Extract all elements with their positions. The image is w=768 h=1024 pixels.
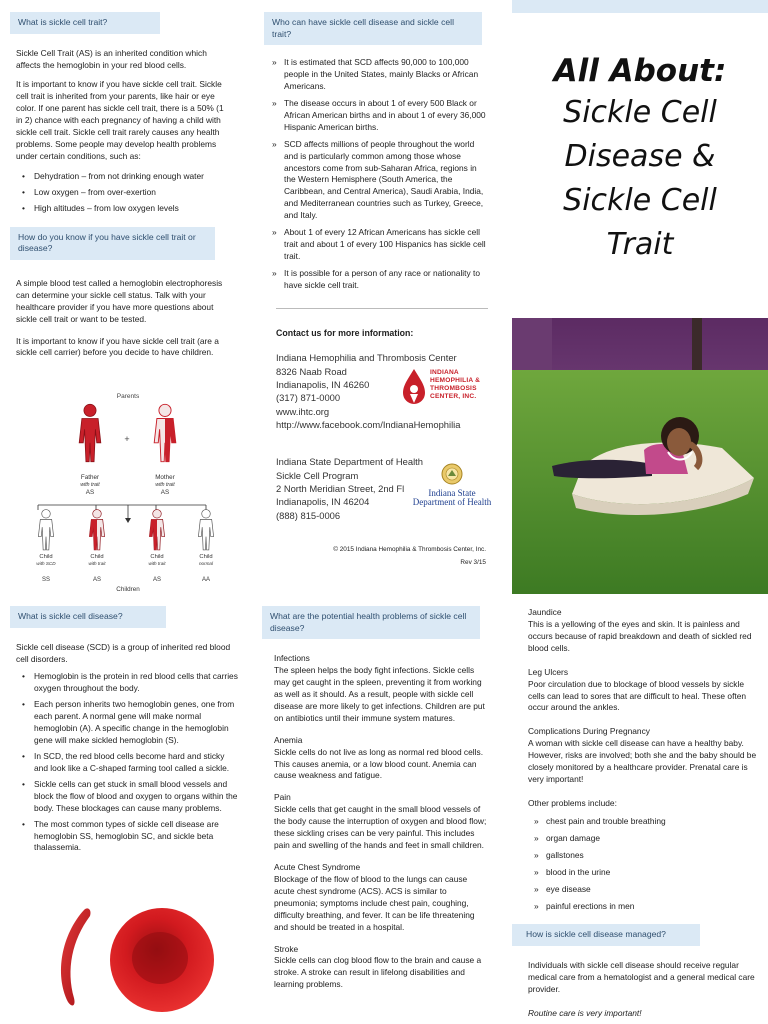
- list-item: » It is estimated that SCD affects 90,000 to 100,000 people in the United States, mainly Blacks or African Americans.: [264, 57, 488, 93]
- child-type: AS: [152, 577, 162, 583]
- problem-text: A woman with sickle cell disease can have a healthy baby. However, risks are involved; both she and the baby should be closely monitored by a healthcare provider. Prenatal care is very important!: [528, 738, 757, 785]
- problem-text: Poor circulation due to blockage of blood vessels by sickle cells can lead to sores that are difficult to heal. These often occur around the ankles.: [528, 678, 747, 713]
- child-type: AS: [92, 577, 102, 583]
- problem-text: Blockage of the flow of blood to the lungs can cause acute chest syndrome (ACS). ACS is similar to pneumonia; symptoms include chest pain, coughing, difficulty breathing, and fever. It can be life threatening and should be treated in a hospital.: [274, 873, 475, 932]
- other-problems-list: [522, 816, 762, 913]
- ihtc-logo-line: THROMBOSIS: [430, 384, 477, 392]
- section-header-problems: What are the potential health problems of sickle cell disease?: [262, 606, 480, 639]
- trait-conditions-list: [16, 171, 230, 215]
- ihtc-logo-line: INDIANA: [430, 369, 459, 377]
- child-figure-scd: [38, 510, 53, 550]
- section-header-disease: What is sickle cell disease?: [10, 606, 166, 628]
- child-figure-normal: [198, 510, 213, 550]
- ihtc-name: Indiana Hemophilia and Thrombosis Center: [276, 352, 457, 364]
- list-item: » painful erections in men: [526, 901, 762, 913]
- child-sub: with SCD: [36, 561, 56, 566]
- father-type: AS: [85, 489, 95, 496]
- know-paragraph-2: It is important to know if you have sickle cell trait (are a sickle cell carrier) before you decide to have children.: [16, 335, 219, 358]
- problem-title: Stroke: [274, 943, 299, 954]
- section-header-trait: What is sickle cell trait?: [10, 12, 160, 34]
- list-item: • Each person inherits two hemoglobin genes, one from each parent. A normal gene will make normal hemoglobin (A). A specific change in the hemoglobin gene will make sickled hemoglobin (S).: [16, 699, 240, 747]
- copyright-text: © 2015 Indiana Hemophilia & Thrombosis Center, Inc.: [333, 546, 486, 554]
- ihtc-logo-line: CENTER, INC.: [430, 392, 477, 400]
- child-sub: normal: [198, 561, 214, 566]
- panel-more-problems: [522, 607, 762, 1024]
- list-item: » SCD affects millions of people throughout the world and is particularly common among those whose ancestors come from sub-Saharan Africa, regions in the Western Hemisphere (South America, the Caribbean, and Central America), Saudi Arabia, India, and Mediterranean countries such as Turkey, Greece, and Italy.: [264, 139, 488, 222]
- list-item: • In SCD, the red blood cells become hard and sticky and look like a C-shaped farming tool called a sickle.: [16, 751, 240, 775]
- isdh-contact-block: [264, 455, 500, 527]
- problem-text: This is a yellowing of the eyes and skin. It is painless and occurs because of rapid breakdown and death of sickled red blood cells.: [528, 618, 752, 653]
- problem-item: [274, 944, 490, 992]
- ihtc-city: Indianapolis, IN 46260: [276, 378, 370, 390]
- isdh-logo-line: Department of Health: [412, 497, 492, 508]
- cover-photo: [512, 318, 768, 594]
- ihtc-drop-icon: [400, 367, 428, 407]
- panel-cover: [512, 0, 768, 596]
- mother-sub: with trait: [155, 482, 175, 488]
- isdh-logo: [404, 463, 500, 509]
- disease-list: [16, 671, 240, 854]
- problem-item: [274, 792, 490, 852]
- sickle-cell-icon: [61, 908, 90, 1005]
- ihtc-facebook-link[interactable]: http://www.facebook.com/IndianaHemophilia: [276, 418, 461, 430]
- list-item: • Low oxygen – from over-exertion: [16, 187, 230, 199]
- child-label: Child: [90, 554, 104, 560]
- disease-intro: Sickle cell disease (SCD) is a group of inherited red blood cell disorders.: [16, 641, 231, 664]
- child-figure-trait: [89, 510, 104, 550]
- plus-sign: +: [124, 434, 130, 444]
- section-header-managed: How is sickle cell disease managed?: [512, 924, 700, 946]
- list-item: » It is possible for a person of any race or nationality to have sickle cell trait.: [264, 268, 488, 292]
- problem-text: Sickle cells do not live as long as normal red blood cells. This causes anemia, or a low blood count. Anemia can cause weakness and fatigue.: [274, 746, 484, 781]
- divider: [276, 308, 488, 309]
- child-label: Child: [39, 554, 53, 560]
- inheritance-diagram: [10, 387, 236, 593]
- father-figure: [79, 404, 101, 461]
- list-item: » About 1 of every 12 African Americans has sickle cell trait and about 1 of every 100 Hispanics has sickle cell trait.: [264, 227, 488, 263]
- panel-health-problems: [262, 606, 502, 1024]
- problem-text: The spleen helps the body fight infections. Sickle cells may get caught in the spleen, preventing it from working as well as it should. As a result, people with sickle cell disease are more likely to get infections. Children are put on antibiotics until their immune system matures.: [274, 665, 485, 723]
- father-sub: with trait: [80, 482, 100, 488]
- section-header-know: How do you know if you have sickle cell trait or disease?: [10, 227, 215, 260]
- list-item: » organ damage: [526, 833, 762, 845]
- list-item: • Hemoglobin is the protein in red blood cells that carries oxygen throughout the body.: [16, 671, 240, 695]
- child-figure-trait: [149, 510, 164, 550]
- panel-what-is-disease: [10, 606, 246, 1024]
- title-line-all-about: All About:: [553, 53, 727, 89]
- problem-title: Pain: [274, 792, 291, 803]
- contact-heading: Contact us for more information:: [276, 327, 414, 338]
- ihtc-contact-block: [264, 351, 500, 437]
- list-item: » gallstones: [526, 850, 762, 862]
- problem-text: Sickle cells can clog blood flow to the brain and cause a stroke. A stroke can result in lifelong disabilities and learning problems.: [274, 955, 482, 990]
- ihtc-website-link[interactable]: www.ihtc.org: [276, 405, 330, 417]
- list-item: » chest pain and trouble breathing: [526, 816, 762, 828]
- ihtc-phone[interactable]: (317) 871-0000: [276, 392, 341, 404]
- problem-title: Leg Ulcers: [528, 666, 569, 677]
- child-type: AA: [201, 577, 211, 583]
- problem-title: Jaundice: [528, 607, 562, 617]
- title-line: Sickle Cell: [563, 182, 717, 218]
- problem-title: Infections: [274, 653, 310, 664]
- problem-title: Complications During Pregnancy: [528, 726, 650, 737]
- problem-item: [274, 653, 490, 725]
- who-list: [264, 57, 500, 292]
- list-item: • Sickle cells can get stuck in small blood vessels and block the flow of blood and oxygen to organs within the body. These blockages can cause many problems.: [16, 779, 240, 815]
- child-label: Child: [150, 554, 164, 560]
- ihtc-street: 8326 Naab Road: [276, 365, 347, 377]
- isdh-street: 2 North Meridian Street, 2nd Fl: [276, 482, 405, 494]
- problem-item: [522, 667, 762, 715]
- section-header-who: Who can have sickle cell disease and sickle cell trait?: [264, 12, 482, 45]
- list-item: • Dehydration – from not drinking enough water: [16, 171, 230, 183]
- isdh-seal-icon: [441, 463, 463, 485]
- problem-item: [274, 862, 490, 934]
- child-type: SS: [41, 577, 51, 583]
- mother-figure: [154, 404, 176, 461]
- revision-text: Rev 3/15: [460, 559, 486, 567]
- title-line: Disease &: [564, 138, 716, 174]
- title-line: Trait: [606, 227, 674, 263]
- problem-title: Acute Chest Syndrome: [274, 862, 361, 873]
- routine-care-text: Routine care is very important!: [528, 1007, 642, 1018]
- father-label: Father: [80, 474, 100, 481]
- cover-top-bar: [512, 0, 768, 13]
- list-item: • High altitudes – from low oxygen levels: [16, 203, 230, 215]
- ihtc-logo-line: HEMOPHILIA &: [430, 377, 481, 385]
- child-sub: with trait: [88, 561, 106, 566]
- cover-title: [512, 52, 768, 267]
- list-item: » The disease occurs in about 1 of every 500 Black or African American births and in about 1 of every 36,000 Hispanic American births.: [264, 98, 488, 134]
- trait-importance: It is important to know if you have sickle cell trait. Sickle cell trait is inherited from your parents, like hair or eye color. If one parent has sickle cell trait, there is a 50% (1 in 2) chance with each pregnancy of having a child with sickle cell trait. Sickle cell trait rarely causes any health problems. Some people may develop health problems under certain conditions, such as:: [16, 79, 224, 161]
- isdh-logo-line: Indiana State: [428, 487, 476, 498]
- problem-title: Anemia: [274, 734, 303, 745]
- panel-who-and-contact: [264, 12, 500, 588]
- trait-intro: Sickle Cell Trait (AS) is an inherited condition which affects the hemoglobin in your red blood cells.: [16, 47, 207, 70]
- children-label: Children: [116, 586, 140, 593]
- child-sub: with trait: [148, 561, 166, 566]
- mother-label: Mother: [155, 474, 175, 481]
- other-problems-heading: Other problems include:: [528, 797, 617, 808]
- parents-label: Parents: [116, 393, 140, 400]
- list-item: » eye disease: [526, 884, 762, 896]
- mother-type: AS: [160, 489, 170, 496]
- title-line: Sickle Cell: [563, 94, 717, 130]
- list-item: » blood in the urine: [526, 867, 762, 879]
- isdh-city: Indianapolis, IN 46204: [276, 496, 370, 508]
- ihtc-logo: [400, 367, 500, 411]
- managed-text: Individuals with sickle cell disease should receive regular medical care from a hematologist and a general medical care provider.: [528, 960, 755, 994]
- problem-item: [274, 735, 490, 783]
- know-paragraph-1: A simple blood test called a hemoglobin electrophoresis can determine your sickle cell status. Talk with your healthcare provider if you have more questions about sickle cell trait or want to be tested.: [16, 277, 223, 324]
- list-item: • The most common types of sickle cell disease are hemoglobin SS, hemoglobin SC, and sickle beta thalassemia.: [16, 819, 240, 855]
- isdh-name: Indiana State Department of Health: [276, 456, 423, 468]
- isdh-program: Sickle Cell Program: [276, 469, 359, 481]
- panel-sickle-cell-trait: [10, 12, 236, 593]
- problem-item: [522, 607, 762, 655]
- child-label: Child: [199, 554, 213, 560]
- isdh-phone[interactable]: (888) 815-0006: [276, 509, 341, 521]
- red-blood-cells-illustration: [10, 904, 246, 1024]
- problem-text: Sickle cells that get caught in the small blood vessels of the body cause the interruption of oxygen and blood flow; these sickling crises can be very painful. This includes pain and swelling of the hands and feet in small children.: [274, 804, 487, 851]
- problem-item: [522, 726, 762, 786]
